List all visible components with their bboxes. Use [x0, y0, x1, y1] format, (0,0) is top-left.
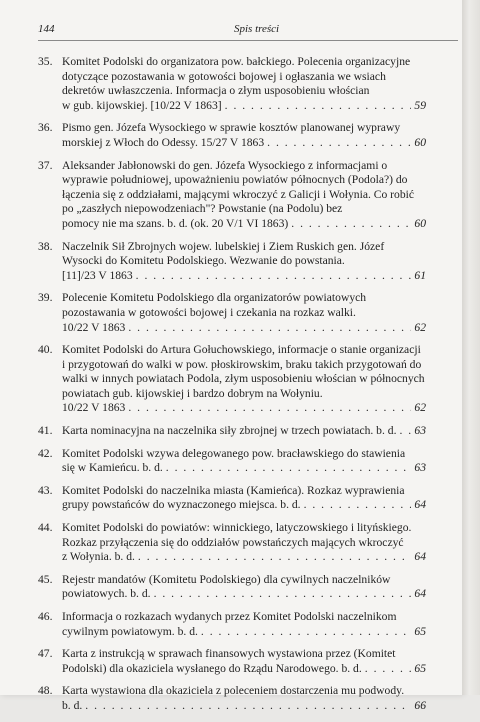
- entry-page-number: 63: [414, 461, 426, 475]
- entry-page-number: 64: [414, 550, 426, 564]
- entry-text: Karta wystawiona dla okaziciela z poleceniem dostarczenia mu podwody.: [62, 684, 405, 698]
- entry-text: Komitet Podolski wzywa delegowanego pow. bracławskiego do stawienia: [62, 446, 406, 460]
- toc-entry: [38, 424, 438, 439]
- entry-leader-line: [62, 269, 426, 284]
- toc-entry: [38, 521, 438, 565]
- entry-text-tail: b. d.: [62, 698, 83, 712]
- entry-page-number: 61: [414, 268, 426, 282]
- entry-leader-line: [62, 699, 426, 714]
- entry-text: Komitet Podolski do Artura Gołuchowskiego, informacje o stanie organizacji i przygotowań do walki w pow. płoskirowskim, braku takich przygotowań do walki w innych powiatach Podola, złym usposobieniu włościan w północnych powiatach gub. kijowskiej i bardzo dobrym na Wołyniu.: [62, 343, 425, 400]
- dot-leader: [85, 699, 411, 714]
- toc-entry: [38, 573, 438, 602]
- entry-number: 38.: [38, 239, 53, 253]
- entry-leader-line: [62, 498, 426, 513]
- entry-leader-line: [62, 587, 426, 602]
- entry-leader-line: [62, 461, 426, 476]
- header-rule: [38, 40, 458, 41]
- dot-leader: [166, 461, 412, 476]
- entry-page-number: 64: [414, 498, 426, 512]
- entry-number: 42.: [38, 446, 53, 460]
- dot-leader: [138, 550, 411, 565]
- entry-page-number: 64: [414, 587, 426, 601]
- entry-leader-line: [62, 625, 426, 640]
- entry-text-tail: grupy powstańców do wyznaczonego miejsca. b. d.: [62, 498, 301, 512]
- entry-text-tail: Podolski) dla okaziciela wysłanego do Rządu Narodowego. b. d.: [62, 661, 362, 675]
- entry-leader-line: [62, 136, 426, 151]
- toc-entry: [38, 240, 438, 284]
- dot-leader: [128, 321, 411, 336]
- dot-leader: [225, 99, 412, 114]
- table-of-contents: [38, 55, 438, 722]
- entry-text: Informacja o rozkazach wydanych przez Komitet Podolski naczelnikom: [62, 610, 397, 623]
- entry-leader-line: [62, 321, 426, 336]
- entry-number: 48.: [38, 684, 53, 698]
- toc-entry: [38, 647, 438, 676]
- entry-number: 45.: [38, 572, 53, 586]
- toc-entry: [38, 55, 438, 113]
- entry-text: Komitet Podolski do powiatów: winnickiego, latyczowskiego i lityńskiego. Rozkaz przyłączenia się do oddziałów powstańczych mających wkroczyć: [62, 521, 412, 549]
- entry-leader-line: [62, 424, 426, 439]
- entry-number: 35.: [38, 55, 53, 68]
- entry-page-number: 60: [414, 216, 426, 230]
- entry-page-number: 65: [414, 624, 426, 638]
- dot-leader: [399, 424, 411, 439]
- dot-leader: [154, 587, 412, 602]
- entry-page-number: 59: [414, 98, 426, 112]
- toc-entry: [38, 684, 438, 713]
- entry-page-number: 63: [414, 424, 426, 438]
- entry-number: 41.: [38, 424, 53, 438]
- dot-leader: [291, 217, 411, 232]
- entry-text-tail: [11]/23 V 1863: [62, 268, 133, 282]
- entry-number: 39.: [38, 291, 53, 305]
- toc-entry: [38, 291, 438, 335]
- facing-page-edge: [462, 0, 480, 695]
- entry-text-tail: morskiej z Włoch do Odessy. 15/27 V 1863: [62, 135, 265, 149]
- entry-text: Rejestr mandatów (Komitetu Podolskiego) dla cywilnych naczelników: [62, 572, 391, 586]
- toc-entry: [38, 159, 438, 232]
- entry-text: Aleksander Jabłonowski do gen. Józefa Wysockiego z informacjami o wyprawie południowej, upoważnieniu powiatów północnych (Podola?) do łączenia się z oddziałami, mającymi wkroczyć z Galicji i Wołynia. Co robić po „zaszłych niepowodzeniach"? Powstanie (na Podolu) bez: [62, 158, 415, 216]
- entry-number: 43.: [38, 483, 53, 497]
- entry-text: Naczelnik Sił Zbrojnych wojew. lubelskiej i Ziem Ruskich gen. Józef Wysocki do Komitetu Podolskiego. Wezwanie do powstania.: [62, 239, 385, 268]
- entry-page-number: 60: [414, 135, 426, 149]
- dot-leader: [267, 136, 411, 151]
- dot-leader: [304, 498, 412, 513]
- entry-leader-line: [62, 99, 426, 114]
- entry-text-tail: z Wołynia. b. d.: [62, 550, 135, 564]
- entry-page-number: 66: [414, 698, 426, 712]
- entry-text-tail: pomocy nie ma szans. b. d. (ok. 20 V/1 VI 1863): [62, 216, 289, 230]
- entry-text-tail: Karta nominacyjna na naczelnika siły zbrojnej w trzech powiatach. b. d.: [62, 424, 397, 438]
- entry-number: 47.: [38, 647, 53, 661]
- entry-text-tail: się w Kamieńcu. b. d.: [62, 461, 163, 475]
- entry-leader-line: [62, 550, 426, 565]
- toc-entry: [38, 484, 438, 513]
- running-header: [38, 23, 428, 39]
- entry-text: Komitet Podolski do organizatora pow. bałckiego. Polecenia organizacyjne dotyczące pozostawania w gotowości bojowej i ogłaszania we wsiach dekretów uwłaszczenia. Informacja o złym usposobieniu włościan: [62, 55, 411, 98]
- entry-page-number: 62: [414, 401, 426, 415]
- toc-entry: [38, 610, 438, 639]
- entry-page-number: 62: [414, 320, 426, 334]
- entry-number: 46.: [38, 610, 53, 623]
- dot-leader: [128, 401, 411, 416]
- running-title: Spis treści: [234, 23, 280, 35]
- entry-number: 44.: [38, 521, 53, 535]
- entry-text-tail: 10/22 V 1863: [62, 401, 126, 415]
- toc-entry: [38, 447, 438, 476]
- dot-leader: [136, 269, 412, 284]
- entry-text-tail: cywilnym powiatowym. b. d.: [62, 624, 198, 638]
- dot-leader: [201, 625, 412, 640]
- entry-number: 40.: [38, 343, 53, 357]
- entry-text: Komitet Podolski do naczelnika miasta (Kamieńca). Rozkaz wyprawienia: [62, 483, 405, 497]
- entry-leader-line: [62, 217, 426, 232]
- toc-entry: [38, 343, 438, 416]
- dot-leader: [365, 662, 412, 677]
- entry-text: Polecenie Komitetu Podolskiego dla organizatorów powiatowych pozostawania w gotowości bojowej i czekania na rozkaz walki.: [62, 291, 367, 319]
- entry-text: Karta z instrukcją w sprawach finansowych wystawiona przez (Komitet: [62, 647, 396, 661]
- entry-text: Pismo gen. Józefa Wysockiego w sprawie kosztów planowanej wyprawy: [62, 121, 401, 135]
- entry-text-tail: powiatowych. b. d.: [62, 587, 151, 601]
- entry-text-tail: w gub. kijowskiej. [10/22 V 1863]: [62, 98, 222, 112]
- entry-page-number: 65: [414, 661, 426, 675]
- entry-leader-line: [62, 401, 426, 416]
- entry-number: 37.: [38, 158, 53, 172]
- entry-leader-line: [62, 662, 426, 677]
- entry-text-tail: 10/22 V 1863: [62, 320, 126, 334]
- page-number: 144: [38, 23, 55, 35]
- entry-number: 36.: [38, 121, 53, 135]
- toc-entry: [38, 121, 438, 150]
